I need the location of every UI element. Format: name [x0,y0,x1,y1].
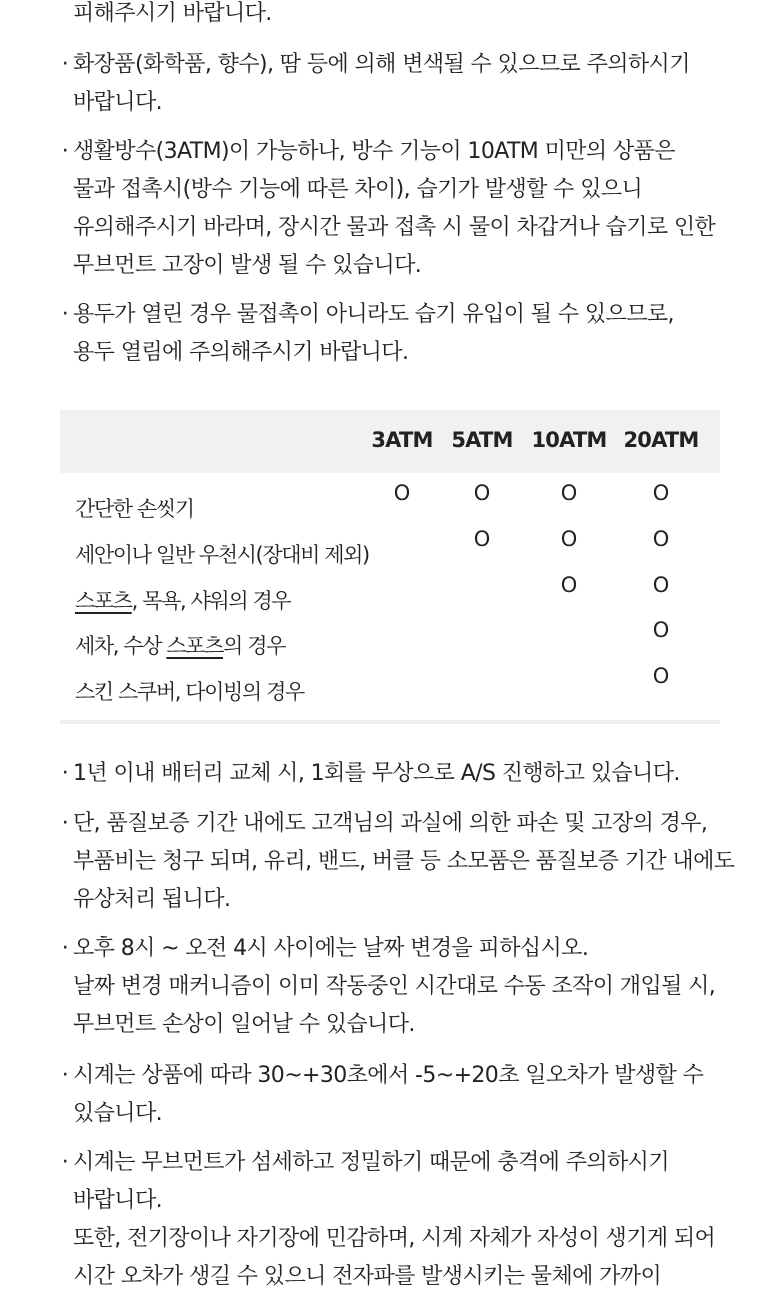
bullet-marker: · [61,811,69,836]
supported-mark: O [652,573,670,597]
notice-line: 용두가 열린 경우 물접촉이 아니라도 습기 유입이 될 수 있으므로, [73,302,674,327]
notice-item [58,0,738,33]
supported-mark: O [652,618,670,642]
supported-mark: O [473,481,491,505]
notice-line: 있습니다. [73,1101,163,1126]
notice-line: 부품비는 청구 되며, 유리, 밴드, 버클 등 소모품은 품질보증 기간 내에도 [73,849,735,874]
row-label-text: 의 경우 [223,634,285,658]
table-bottom-divider [60,720,720,724]
notice-item [58,1057,738,1133]
table-row-label [75,630,285,660]
notice-line: 시계는 무브먼트가 섬세하고 정밀하기 때문에 충격에 주의하시기 [73,1150,669,1175]
row-label-text: 스킨 스쿠버, 다이빙의 경우 [75,680,304,704]
supported-mark: O [393,481,411,505]
notice-line: 화장품(화학품, 향수), 땀 등에 의해 변색될 수 있으므로 주의하시기 [73,52,690,77]
supported-mark: O [560,481,578,505]
table-header [60,410,720,473]
notice-line: 시계는 상품에 따라 30~+30초에서 -5~+20초 일오차가 발생할 수 [73,1063,704,1088]
notice-line: 시간 오차가 생길 수 있으니 전자파를 발생시키는 물체에 가까이 [73,1264,662,1289]
notice-item [58,1144,738,1296]
underlined-term: 스포츠 [166,634,224,658]
supported-mark: O [652,527,670,551]
supported-mark: O [652,664,670,688]
supported-mark: O [652,481,670,505]
bullet-marker: · [61,302,69,327]
notice-item [58,755,738,793]
supported-mark: O [560,573,578,597]
notice-item [58,133,738,285]
notice-line: 생활방수(3ATM)이 가능하나, 방수 기능이 10ATM 미만의 상품은 [73,139,675,164]
bullet-marker: · [61,936,69,961]
bullet-marker: · [61,1150,69,1175]
notice-item [58,805,738,919]
table-row-label [75,539,369,569]
notice-line: 바랍니다. [73,90,163,115]
notice-line: 유상처리 됩니다. [73,887,231,912]
supported-mark: O [473,527,491,551]
notice-line: 오후 8시 ~ 오전 4시 사이에는 날짜 변경을 피하십시오. [73,936,589,961]
bullet-marker: · [61,1063,69,1088]
notice-line: 날짜 변경 매커니즘이 이미 작동중인 시간대로 수동 조작이 개입될 시, [73,974,716,999]
notice-item [58,296,738,372]
row-label-text: 세차, 수상 [75,634,167,658]
notice-line: 용두 열림에 주의해주시기 바랍니다. [73,340,409,365]
column-header-3atm: 3ATM [371,428,433,452]
row-label-text: 간단한 손씻기 [75,497,194,521]
row-label-text: , 목욕, 샤워의 경우 [131,589,291,613]
table-row-label [75,585,290,615]
bullet-marker: · [61,761,69,786]
notice-line: 물과 접촉시(방수 기능에 따른 차이), 습기가 발생할 수 있으니 [73,177,643,202]
bullet-marker: · [61,139,69,164]
row-label-text: 세안이나 일반 우천시(장대비 제외) [75,543,369,567]
notice-line: 피해주시기 바랍니다. [73,1,272,26]
table-row-label [75,493,194,523]
notice-line: 단, 품질보증 기간 내에도 고객님의 과실에 의한 파손 및 고장의 경우, [73,811,708,836]
bullet-marker: · [61,52,69,77]
notice-item [58,46,738,122]
notice-line: 무브먼트 손상이 일어날 수 있습니다. [73,1012,415,1037]
water-resistance-table [60,410,720,724]
supported-mark: O [560,527,578,551]
notice-line: 1년 이내 배터리 교체 시, 1회를 무상으로 A/S 진행하고 있습니다. [73,761,680,786]
notice-item [58,930,738,1044]
column-header-5atm: 5ATM [451,428,513,452]
underlined-term: 스포츠 [75,589,132,613]
notice-line: 또한, 전기장이나 자기장에 민감하며, 시계 자체가 자성이 생기게 되어 [73,1226,716,1251]
column-header-20atm: 20ATM [623,428,699,452]
notice-line: 바랍니다. [73,1188,163,1213]
table-row-label [75,676,304,706]
column-header-10atm: 10ATM [531,428,607,452]
notice-line: 유의해주시기 바라며, 장시간 물과 접촉 시 물이 차갑거나 습기로 인한 [73,215,716,240]
notice-line: 무브먼트 고장이 발생 될 수 있습니다. [73,253,422,278]
